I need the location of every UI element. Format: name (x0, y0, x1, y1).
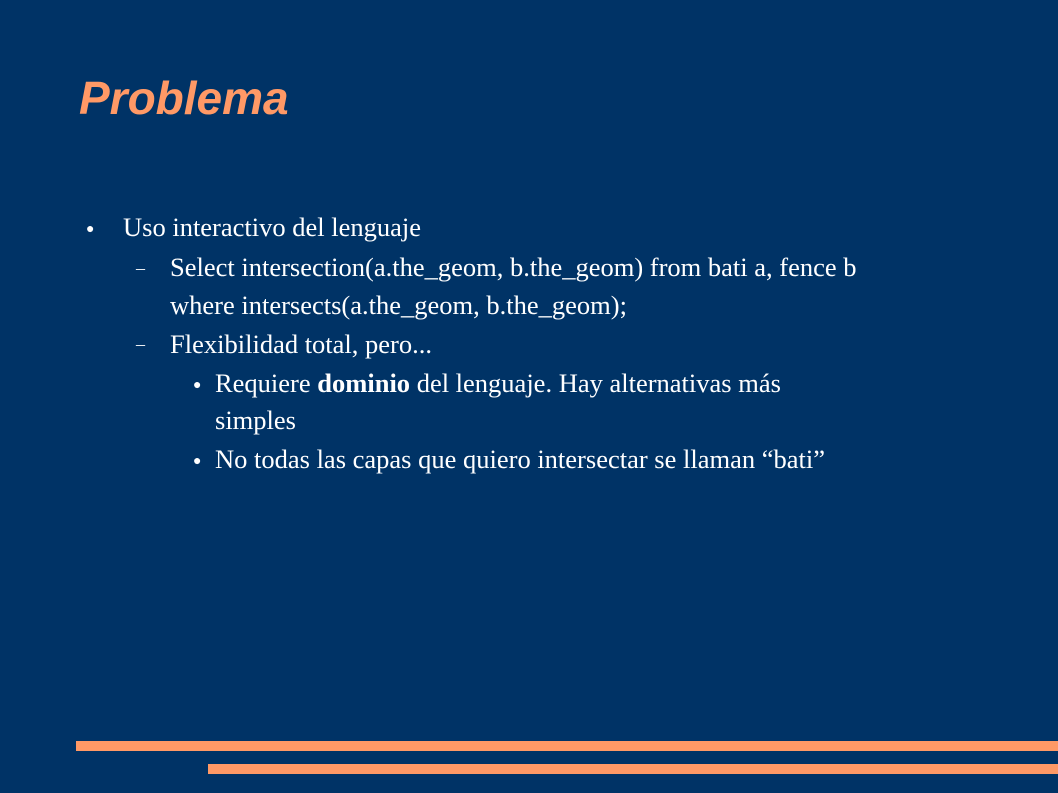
bullet-text-level2-line2: where intersects(a.the_geom, b.the_geom); (170, 290, 627, 320)
bullet-text-level3-a-line1 (215, 365, 781, 401)
bullet-text-bold: dominio (317, 368, 411, 398)
bullet-dot-icon: ● (193, 454, 202, 469)
bullet-dash-icon: – (136, 334, 145, 354)
bullet-text-prefix: Requiere (215, 368, 318, 398)
bullet-text-level1: Uso interactivo del lenguaje (123, 212, 422, 242)
bullet-text-level2-b: Flexibilidad total, pero... (170, 329, 433, 359)
bullet-text-level3-b: No todas las capas que quiero intersectar se llaman “bati” (215, 444, 825, 474)
decorative-bar-bottom (208, 764, 1058, 774)
bullet-text-level3-a-line2: simples (215, 405, 296, 435)
bullet-dash-icon: – (136, 258, 145, 278)
bullet-dot-icon: ● (193, 378, 202, 393)
decorative-bar-top (76, 741, 1058, 751)
bullet-text-level2-line1: Select intersection(a.the_geom, b.the_geom) from bati a, fence b (170, 252, 857, 282)
bullet-text-suffix: del lenguaje. Hay alternativas más (410, 368, 781, 398)
bullet-dot-icon: ● (86, 222, 95, 237)
slide-title: Problema (79, 72, 289, 124)
